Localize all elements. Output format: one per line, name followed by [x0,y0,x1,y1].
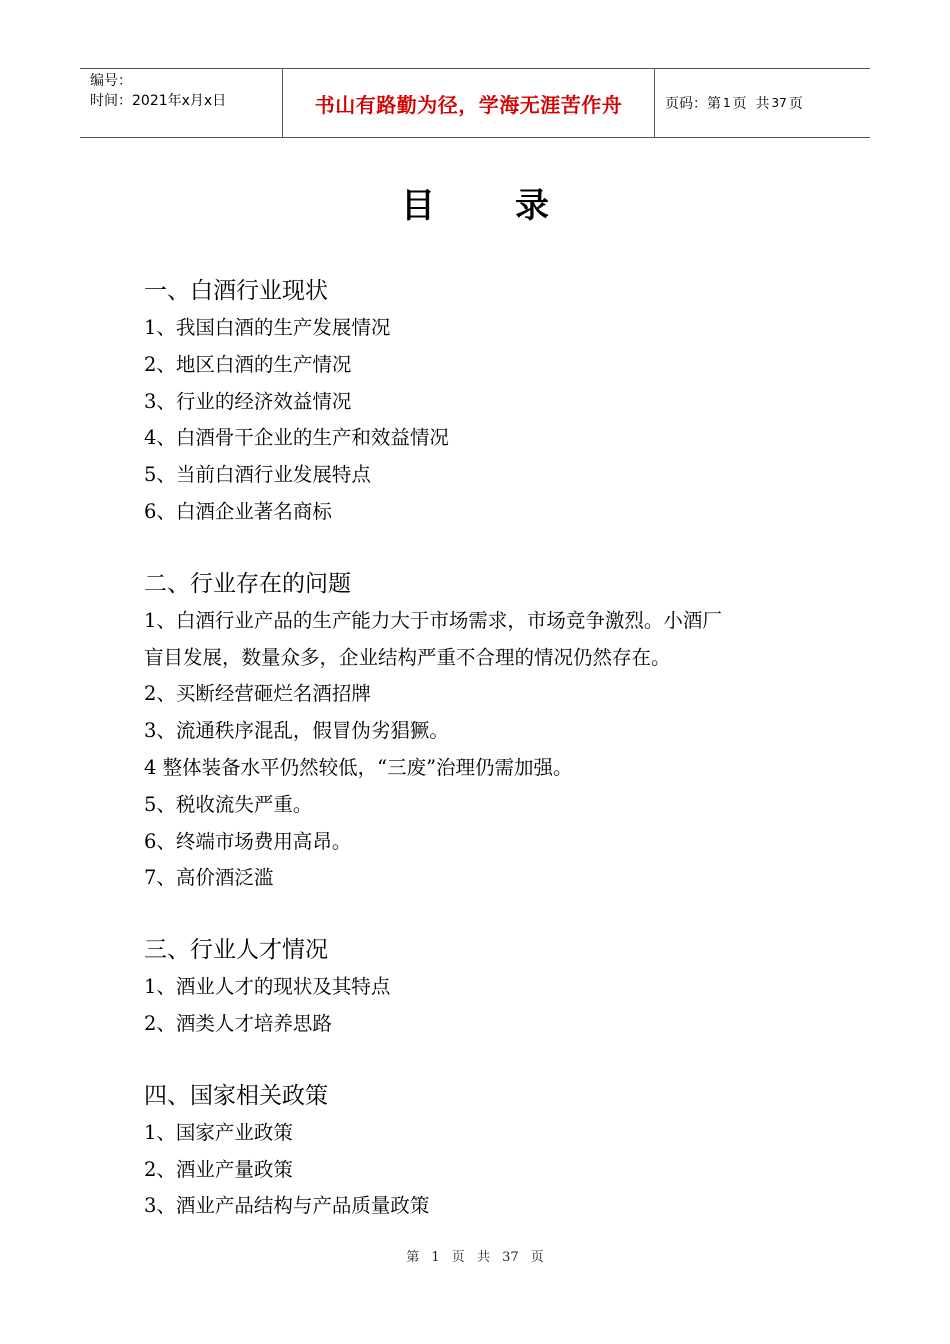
footer-text: 共 [476,1250,490,1265]
footer-text: 页 [451,1250,465,1265]
toc-item: 2、买断经营砸烂名酒招牌 [144,682,371,706]
page-footer [0,1246,950,1265]
toc-item: 2、地区白酒的生产情况 [144,352,352,376]
section-heading: 三、行业人才情况 [144,937,328,964]
toc-section [144,932,824,1043]
header-meta [80,69,282,137]
toc-item: 4 整体装备水平仍然较低，“三废”治理仍需加强。 [144,755,573,779]
toc-item: 盲目发展，数量众多，企业结构严重不合理的情况仍然存在。 [144,645,671,669]
toc-item: 3、流通秩序混乱，假冒伪劣猖獗。 [144,719,449,743]
page-prefix: 页码：第 [665,96,721,112]
section-heading: 二、行业存在的问题 [144,570,351,597]
toc-section [144,566,824,897]
toc-item: 3、行业的经济效益情况 [144,389,352,413]
toc-item: 1、国家产业政策 [144,1120,293,1144]
toc-item: 1、白酒行业产品的生产能力大于市场需求，市场竞争激烈。小酒厂 [144,608,722,632]
page-suffix: 页 [788,96,803,112]
toc-item: 2、酒业产量政策 [144,1157,293,1181]
toc-item: 5、税收流失严重。 [144,792,313,816]
toc-item: 1、我国白酒的生产发展情况 [144,316,391,339]
page-total: 37 [771,96,787,110]
time-label: 时间：2021年x月x日 [90,93,227,109]
toc-item: 2、酒类人才培养思路 [144,1011,332,1035]
section-heading: 四、国家相关政策 [144,1082,328,1109]
header-table [80,68,870,138]
footer-text: 第 [406,1250,420,1265]
toc-item: 6、终端市场费用高昂。 [144,829,352,853]
toc-section [144,273,824,531]
header-motto: 书山有路勤为径，学海无涯苦作舟 [314,92,623,117]
toc-item: 4、白酒骨干企业的生产和效益情况 [144,426,449,450]
toc-item: 6、白酒企业著名商标 [144,499,332,523]
number-label: 编号： [90,73,132,89]
page-current: 1 [723,96,731,110]
title-char-2: 录 [515,186,549,226]
table-of-contents [144,273,824,1260]
header-motto-cell [282,69,655,137]
toc-section [144,1078,824,1225]
toc-item: 1、酒业人才的现状及其特点 [144,975,391,999]
header-page-info [655,69,870,137]
footer-text: 页 [530,1250,544,1265]
toc-item: 7、高价酒泛滥 [144,866,274,890]
page-title [0,178,950,227]
section-heading: 一、白酒行业现状 [144,278,328,304]
page-mid: 页 共 [732,96,770,112]
footer-total-pages: 37 [502,1250,519,1265]
toc-item: 3、酒业产品结构与产品质量政策 [144,1194,430,1218]
title-char-1: 目 [401,186,435,226]
footer-current-page: 1 [431,1250,440,1265]
toc-item: 5、当前白酒行业发展特点 [144,463,371,487]
